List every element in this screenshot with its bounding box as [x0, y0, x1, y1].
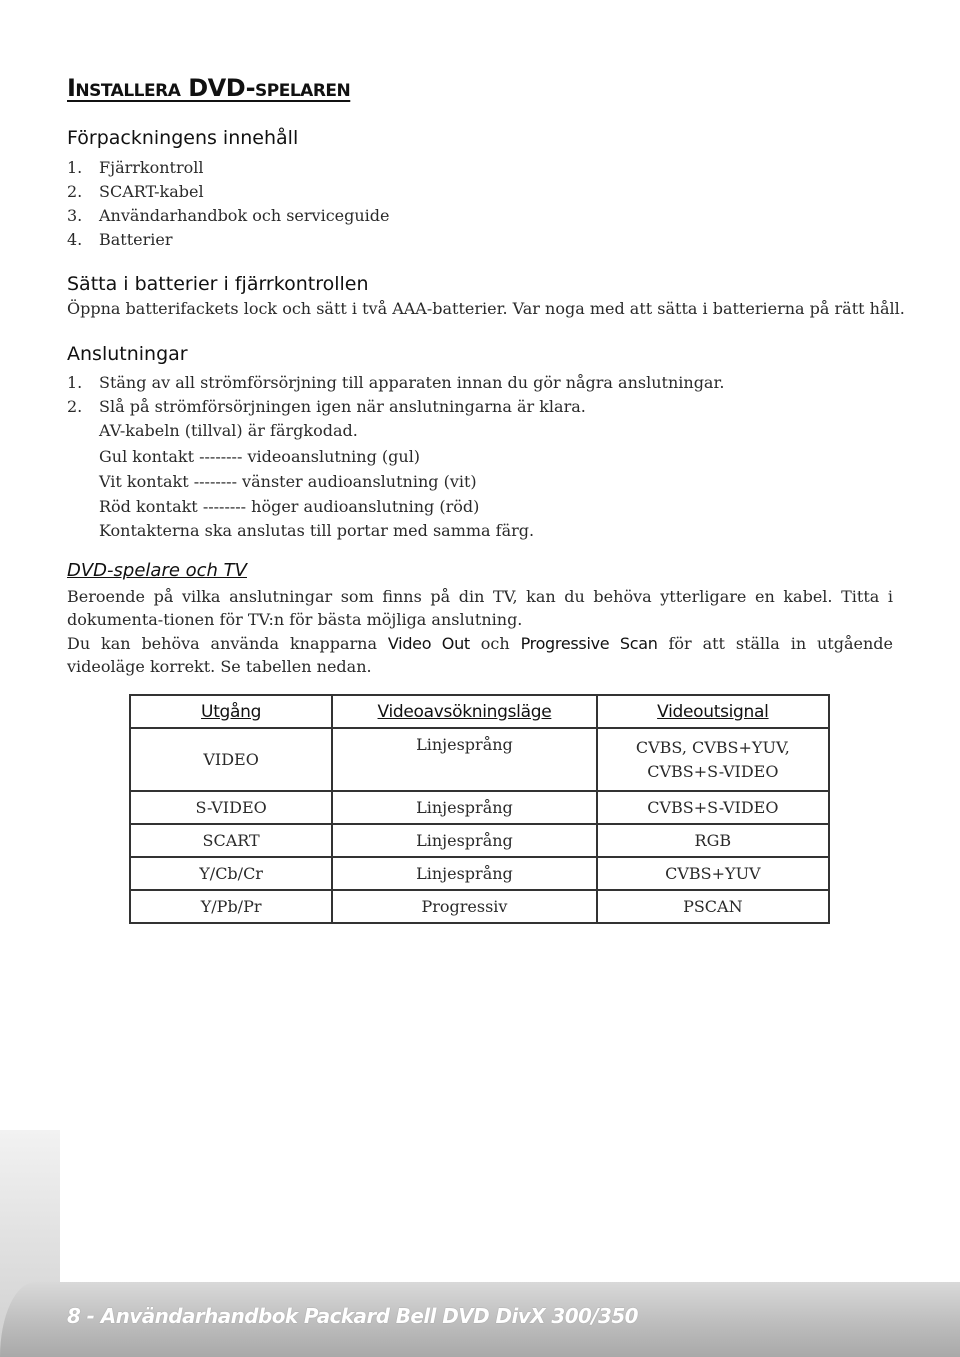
cell-line: CVBS+S-VIDEO	[647, 761, 779, 781]
table-row	[130, 824, 829, 857]
note-line: Röd kontakt -------- höger audioanslutning (röd)	[99, 497, 480, 516]
note-line: Vit kontakt -------- vänster audioanslutning (vit)	[99, 472, 477, 491]
column-header-video-signal	[597, 695, 829, 728]
table-cell: Linjesprång	[332, 791, 596, 824]
table-row	[130, 728, 829, 791]
table-cell: PSCAN	[597, 890, 829, 923]
section-heading-connections: Anslutningar	[67, 343, 188, 365]
batteries-text: Öppna batterifackets lock och sätt i två AAA-batterier. Var noga med att sätta i batterierna på rätt håll.	[67, 299, 905, 318]
paragraph-text: för att ställa in utgående videoläge korrekt. Se tabellen nedan.	[67, 634, 893, 676]
column-header-scan-mode	[332, 695, 596, 728]
table-cell: Y/Pb/Pr	[130, 890, 332, 923]
list-item-text: Slå på strömförsörjningen igen när anslutningarna är klara.	[99, 397, 586, 416]
table-cell: RGB	[597, 824, 829, 857]
list-item: 3. Användarhandbok och serviceguide	[67, 206, 390, 225]
table-cell: Linjesprång	[332, 824, 596, 857]
table-cell	[597, 728, 829, 791]
page-title: Installera DVD-spelaren	[67, 74, 351, 102]
table-row	[130, 791, 829, 824]
table-row	[130, 857, 829, 890]
table-header-row	[130, 695, 829, 728]
table-cell: CVBS+S-VIDEO	[597, 791, 829, 824]
header-text: Videoavsökningsläge	[377, 701, 552, 722]
progressive-scan-label: Progressive Scan	[520, 634, 658, 653]
list-item: 4. Batterier	[67, 230, 173, 249]
paragraph-text: och	[469, 634, 521, 653]
list-item-text: Batterier	[99, 230, 173, 249]
column-header-output	[130, 695, 332, 728]
paragraph-text: Du kan behöva använda knapparna	[67, 634, 388, 653]
header-text: Utgång	[201, 701, 262, 722]
list-item: 2. SCART-kabel	[67, 182, 204, 201]
list-item-text: Stäng av all strömförsörjning till apparaten innan du gör några anslutningar.	[99, 373, 725, 392]
section-heading-batteries: Sätta i batterier i fjärrkontrollen	[67, 273, 369, 295]
dvd-tv-paragraph-2	[67, 632, 893, 678]
table-row	[130, 890, 829, 923]
table-cell: S-VIDEO	[130, 791, 332, 824]
output-modes-table	[129, 694, 830, 924]
list-item: 1. Fjärrkontroll	[67, 158, 204, 177]
dvd-tv-paragraph-1: Beroende på vilka anslutningar som finns på din TV, kan du behöva ytterligare en kabel. Titta i dokumenta-tionen för TV:n för bästa möjliga anslutning.	[67, 587, 893, 629]
header-text: Videoutsignal	[657, 701, 769, 722]
list-item: 2. Slå på strömförsörjningen igen när anslutningarna är klara.	[67, 397, 586, 416]
note-line: Gul kontakt -------- videoanslutning (gul)	[99, 447, 421, 466]
table-cell: SCART	[130, 824, 332, 857]
cell-line: CVBS, CVBS+YUV,	[635, 737, 790, 757]
section-heading-dvd-tv: DVD-spelare och TV	[67, 560, 247, 581]
list-item-text: Användarhandbok och serviceguide	[99, 206, 390, 225]
table-cell: Linjesprång	[332, 728, 596, 791]
table-cell: Y/Cb/Cr	[130, 857, 332, 890]
list-item: 1. Stäng av all strömförsörjning till apparaten innan du gör några anslutningar.	[67, 373, 725, 392]
page-footer: 8 - Användarhandbok Packard Bell DVD DivX 300/350	[67, 1304, 638, 1328]
table-cell: Linjesprång	[332, 857, 596, 890]
table-cell: VIDEO	[130, 728, 332, 791]
list-item-text: Fjärrkontroll	[99, 158, 204, 177]
note-line: Kontakterna ska anslutas till portar med samma färg.	[99, 521, 535, 540]
section-heading-package-contents: Förpackningens innehåll	[67, 127, 299, 149]
list-item-text: SCART-kabel	[99, 182, 204, 201]
table-cell: CVBS+YUV	[597, 857, 829, 890]
table-cell: Progressiv	[332, 890, 596, 923]
note-line: AV-kabeln (tillval) är färgkodad.	[99, 421, 358, 440]
video-out-label: Video Out	[387, 634, 470, 653]
